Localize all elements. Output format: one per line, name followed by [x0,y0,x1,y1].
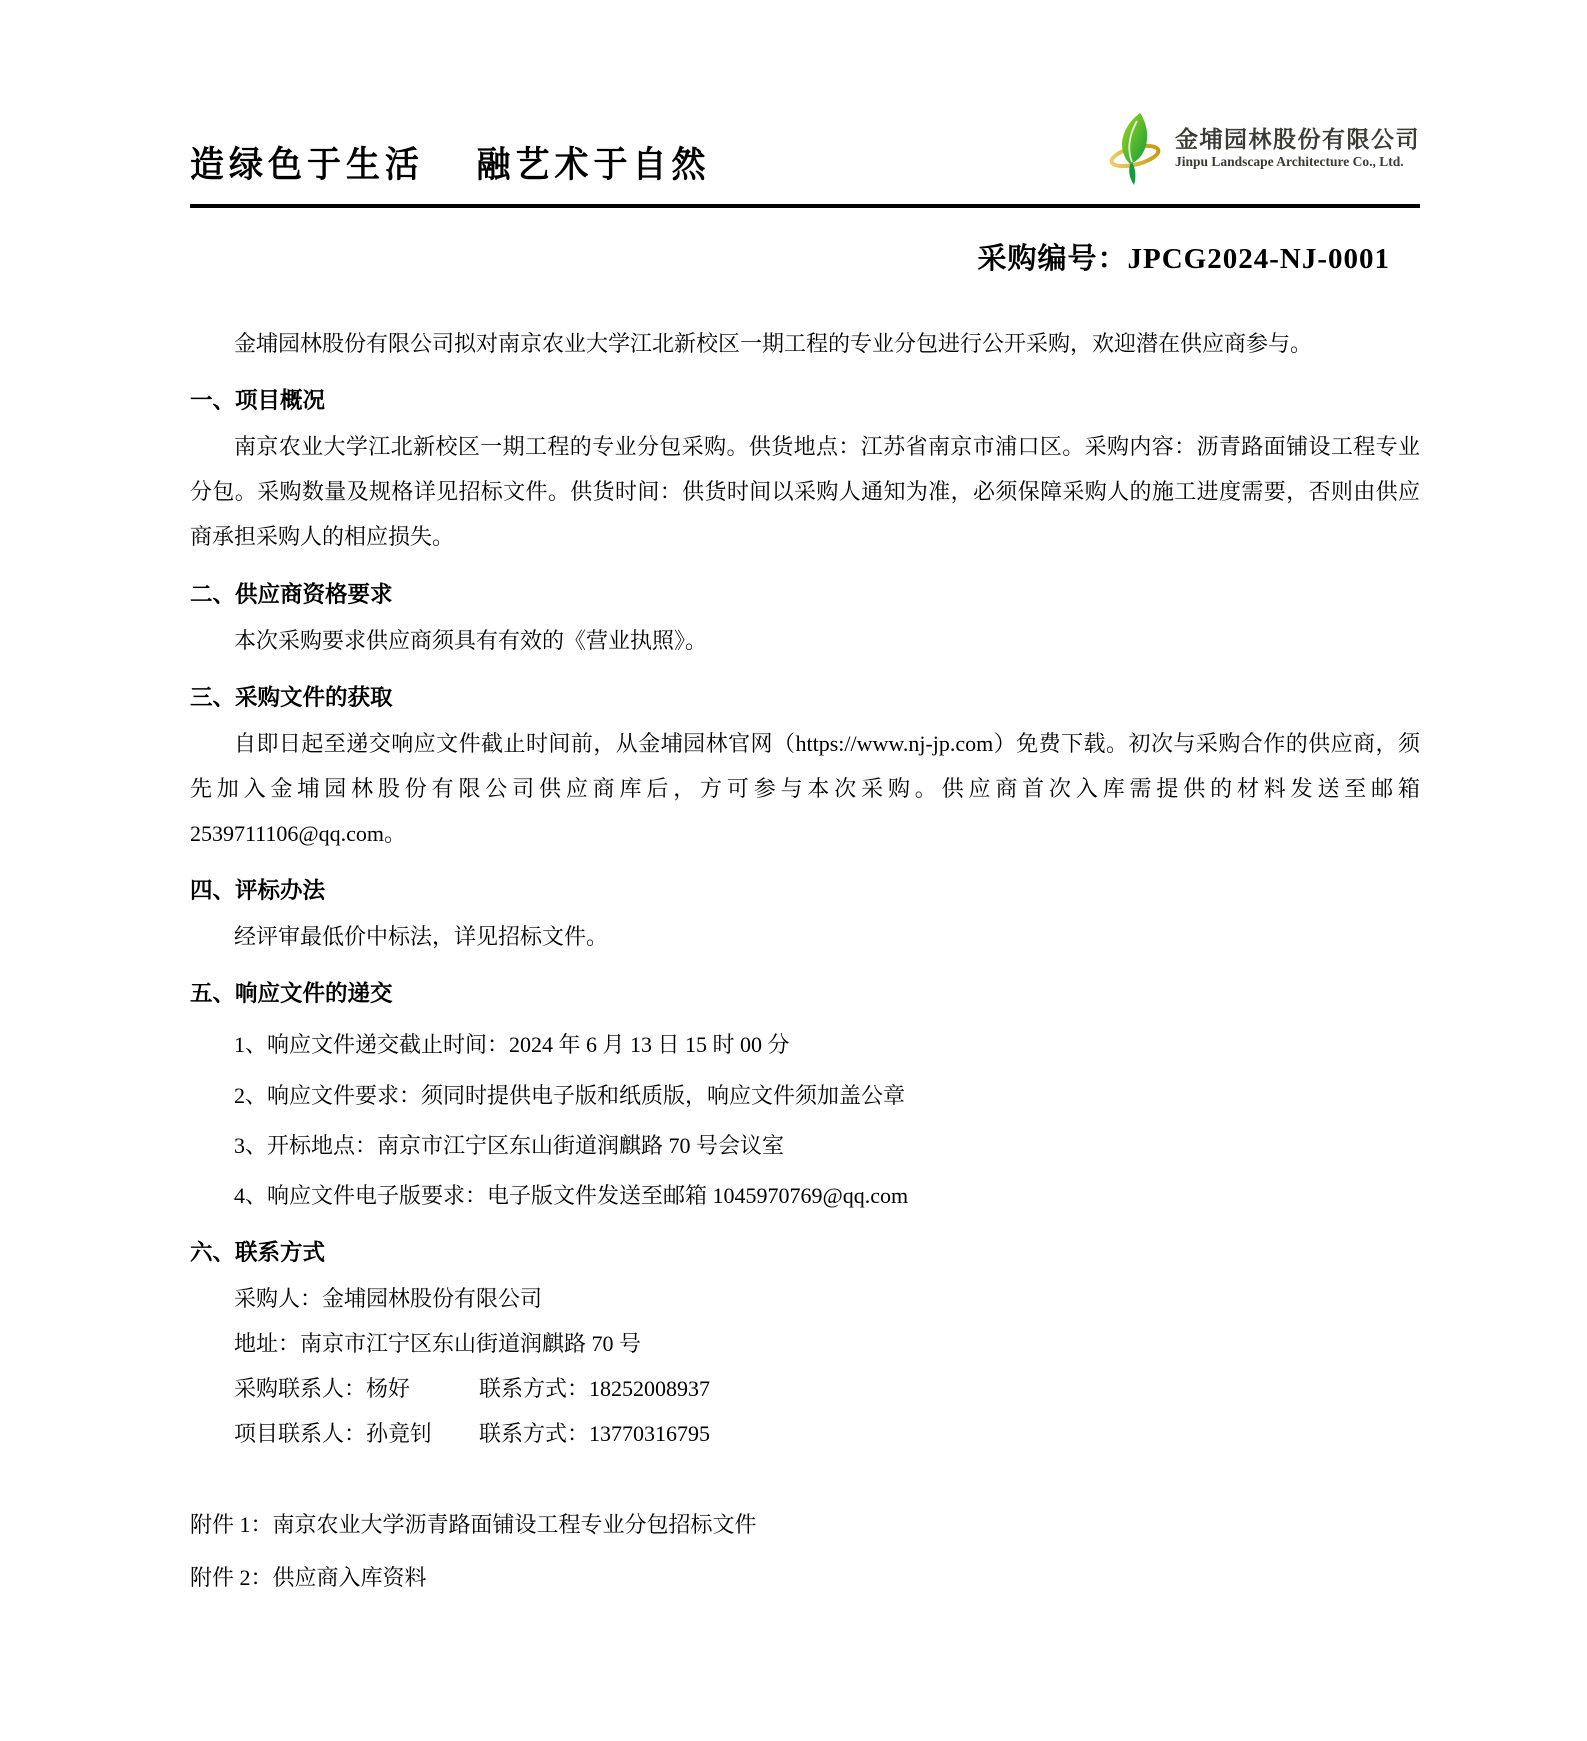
leaf-logo-icon [1109,112,1165,186]
section-heading-evaluation-method: 四、评标办法 [190,878,326,904]
company-logo [1109,112,1420,186]
purchase-contact-row [190,1366,1420,1411]
purchase-contact-phone: 联系方式：18252008937 [479,1376,711,1402]
project-contact-name: 项目联系人：孙竟钊 [234,1421,433,1447]
attachments-block [190,1502,1420,1600]
procurement-number: 采购编号：JPCG2024-NJ-0001 [977,243,1390,275]
section-heading-response-submission: 五、响应文件的递交 [190,981,393,1007]
section-heading-contact-info: 六、联系方式 [190,1239,326,1265]
document-body [190,321,1420,1601]
document-acquisition-paragraph: 自即日起至递交响应文件截止时间前，从金埔园林官网（https://www.nj-jp.com）免费下载。初次与采购合作的供应商，须先加入金埔园林股份有限公司供应商库后，方可参与本次采购。供应商首次入库需提供的材料发送至邮箱 2539711106@qq.com。 [190,730,1420,847]
submission-deadline-item: 1、响应文件递交截止时间：2024 年 6 月 13 日 15 时 00 分 [234,1032,790,1058]
section-heading-supplier-qualification: 二、供应商资格要求 [190,581,393,607]
project-contact-row [190,1411,1420,1456]
purchaser-line: 采购人：金埔园林股份有限公司 [234,1285,543,1311]
attachment-2-line: 附件 2：供应商入库资料 [190,1565,427,1591]
section-heading-document-acquisition: 三、采购文件的获取 [190,684,393,710]
company-slogan: 造绿色于生活 融艺术于自然 [190,146,711,186]
electronic-copy-requirements-item: 4、响应文件电子版要求：电子版文件发送至邮箱 1045970769@qq.com [234,1182,909,1208]
evaluation-method-paragraph: 经评审最低价中标法，详见招标文件。 [234,924,609,950]
letterhead [190,112,1420,208]
address-line: 地址：南京市江宁区东山街道润麒路 70 号 [234,1331,642,1357]
company-name-en: Jinpu Landscape Architecture Co., Ltd. [1175,154,1404,170]
intro-paragraph: 金埔园林股份有限公司拟对南京农业大学江北新校区一期工程的专业分包进行公开采购，欢迎潜在供应商参与。 [234,331,1313,356]
response-requirements-item: 2、响应文件要求：须同时提供电子版和纸质版，响应文件须加盖公章 [234,1082,906,1108]
project-contact-phone: 联系方式：13770316795 [479,1421,711,1447]
attachment-1-line: 附件 1：南京农业大学沥青路面铺设工程专业分包招标文件 [190,1512,757,1538]
company-name-cn: 金埔园林股份有限公司 [1175,126,1420,153]
purchase-contact-name: 采购联系人：杨好 [234,1376,411,1402]
bid-opening-location-item: 3、开标地点：南京市江宁区东山街道润麒路 70 号会议室 [234,1132,785,1158]
project-overview-paragraph: 南京农业大学江北新校区一期工程的专业分包采购。供货地点：江苏省南京市浦口区。采购内容：沥青路面铺设工程专业分包。采购数量及规格详见招标文件。供货时间：供货时间以采购人通知为准，必须保障采购人的施工进度需要，否则由供应商承担采购人的相应损失。 [190,434,1420,550]
section-heading-project-overview: 一、项目概况 [190,388,326,414]
logo-text-block [1175,128,1420,170]
supplier-qualification-paragraph: 本次采购要求供应商须具有有效的《营业执照》。 [234,627,708,653]
